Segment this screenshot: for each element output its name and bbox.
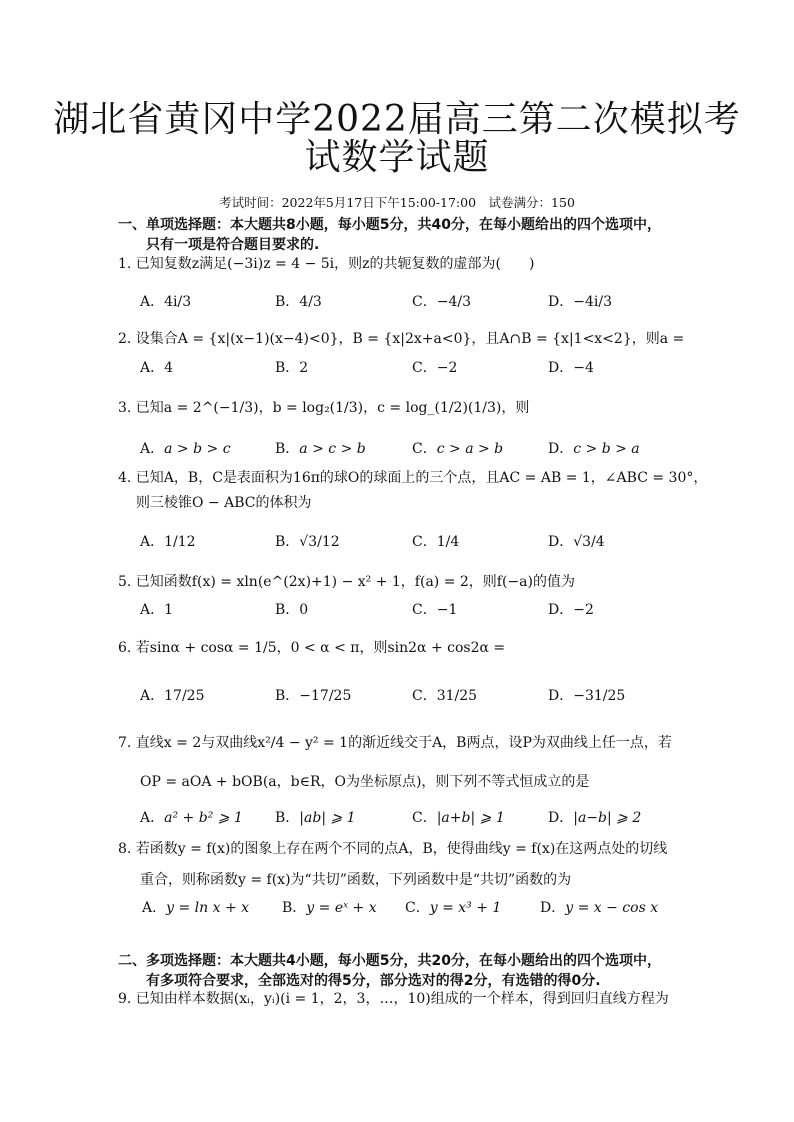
q4-option-c-text: 1/4 [436,534,460,550]
q7-option-b: B．|ab| ⩾ 1 [275,810,356,826]
q5-stem: 5. 已知函数f(x) = xln(e^(2x)+1) − x² + 1，f(a) = 2，则f(−a)的值为 [118,574,575,590]
q2-option-b: B．2 [275,360,309,376]
q8-option-b: B．y = eˣ + x [282,900,377,916]
q4-option-d-text: √3/4 [573,534,605,550]
q2-option-a: A．4 [140,360,174,376]
q4-stem-line2: 则三棱锥O − ABC的体积为 [136,495,312,511]
q2-option-c-text: −2 [436,360,458,376]
exam-title-line2: 试数学试题 [304,137,490,178]
q1-option-c: C．−4/3 [412,294,471,310]
q3-option-b-text: a > c > b [299,441,366,457]
exam-title-line1: 湖北省黄冈中学2022届高三第二次模拟考 [53,99,741,140]
q4-option-d: D．√3/4 [548,534,605,550]
q3-option-d-text: c > b > a [573,441,640,457]
q7-stem-line2: OP = aOA + bOB(a，b∈R，O为坐标原点)，则下列不等式恒成立的是 [140,774,590,790]
q3-option-a: A．a > b > c [140,441,231,457]
q1-option-d: D．−4i/3 [548,294,612,310]
q5-option-d: D．−2 [548,602,594,618]
q7-option-d: D．|a−b| ⩾ 2 [548,810,642,826]
q8-option-b-text: y = eˣ + x [306,900,377,916]
q1-option-a-text: 4i/3 [164,294,192,310]
q6-stem: 6. 若sinα + cosα = 1/5，0 < α < π，则sin2α + cos2α = [118,640,506,656]
q5-option-d-text: −2 [573,602,594,618]
q3-option-c-text: c > a > b [436,441,504,457]
q1-option-a: A．4i/3 [140,294,192,310]
q5-option-c: C．−1 [412,602,458,618]
section2-heading-cont: 有多项符合要求，全部选对的得5分，部分选对的得2分，有选错的得0分. [146,973,601,989]
q6-option-d: D．−31/25 [548,688,626,704]
q7-option-b-text: |ab| ⩾ 1 [299,810,356,826]
q6-option-c: C．31/25 [412,688,478,704]
q5-option-b: B．0 [275,602,309,618]
q3-option-d: D．c > b > a [548,441,640,457]
q2-option-b-text: 2 [299,360,309,376]
q3-option-c: C．c > a > b [412,441,504,457]
q8-option-a-text: y = ln x + x [166,900,250,916]
q8-option-c: C．y = x³ + 1 [405,900,502,916]
section1-heading-cont: 只有一项是符合题目要求的. [146,237,320,253]
q1-option-b: B．4/3 [275,294,322,310]
q2-option-c: C．−2 [412,360,458,376]
q1-stem: 1. 已知复数z满足(−3i)z = 4 − 5i，则z的共轭复数的虚部为( ) [118,256,535,272]
q6-option-a-text: 17/25 [164,688,205,704]
q6-option-c-text: 31/25 [436,688,478,704]
q9-stem: 9. 已知由样本数据(xᵢ，yᵢ)(i = 1，2，3，…，10)组成的一个样本，得到回归直线方程为 [118,991,669,1007]
q4-stem-line1: 4. 已知A，B，C是表面积为16π的球O的球面上的三个点，且AC = AB = 1，∠ABC = 30°， [118,470,708,486]
q5-option-a-text: 1 [164,602,174,618]
q8-option-d: D．y = x − cos x [540,900,659,916]
q6-option-a: A．17/25 [140,688,205,704]
q4-option-a-text: 1/12 [164,534,196,550]
q6-option-b: B．−17/25 [275,688,352,704]
q8-option-a: A．y = ln x + x [142,900,250,916]
q2-stem: 2. 设集合A = {x|(x−1)(x−4)<0}，B = {x|2x+a<0}，且A∩B = {x|1<x<2}，则a = [118,331,685,347]
q4-option-a: A．1/12 [140,534,196,550]
q1-option-d-text: −4i/3 [573,294,612,310]
q8-stem-line2: 重合，则称函数y = f(x)为“共切”函数，下列函数中是“共切”函数的为 [140,872,572,888]
q8-option-c-text: y = x³ + 1 [429,900,502,916]
section1-heading: 一、单项选择题：本大题共8小题，每小题5分，共40分，在每小题给出的四个选项中， [118,217,661,233]
q5-option-c-text: −1 [436,602,458,618]
q7-option-a: A．a² + b² ⩾ 1 [140,810,243,826]
q3-option-b: B．a > c > b [275,441,366,457]
q1-option-c-text: −4/3 [436,294,471,310]
q2-option-a-text: 4 [164,360,174,376]
q3-option-a-text: a > b > c [164,441,231,457]
q4-option-b-text: √3/12 [299,534,340,550]
q2-option-d-text: −4 [573,360,594,376]
q1-option-b-text: 4/3 [299,294,322,310]
q6-option-b-text: −17/25 [299,688,352,704]
exam-meta: 考试时间：2022年5月17日下午15:00-17:00 试卷满分：150 [219,195,575,210]
q7-stem-line1: 7. 直线x = 2与双曲线x²/4 − y² = 1的渐近线交于A，B两点，设P为双曲线上任一点，若 [118,735,672,751]
q2-option-d: D．−4 [548,360,594,376]
q8-stem-line1: 8. 若函数y = f(x)的图象上存在两个不同的点A，B，使得曲线y = f(x)在这两点处的切线 [118,841,668,857]
q7-option-a-text: a² + b² ⩾ 1 [164,810,243,826]
q4-option-b: B．√3/12 [275,534,340,550]
section2-heading: 二、多项选择题：本大题共4小题，每小题5分，共20分，在每小题给出的四个选项中， [118,953,661,969]
q8-option-d-text: y = x − cos x [565,900,659,916]
q3-stem: 3. 已知a = 2^(−1/3)，b = log₂(1/3)，c = log_(1/2)(1/3)，则 [118,400,530,416]
q7-option-c: C．|a+b| ⩾ 1 [412,810,505,826]
q7-option-d-text: |a−b| ⩾ 2 [573,810,642,826]
q4-option-c: C．1/4 [412,534,460,550]
q5-option-b-text: 0 [299,602,309,618]
q6-option-d-text: −31/25 [573,688,626,704]
q7-option-c-text: |a+b| ⩾ 1 [436,810,505,826]
q5-option-a: A．1 [140,602,174,618]
